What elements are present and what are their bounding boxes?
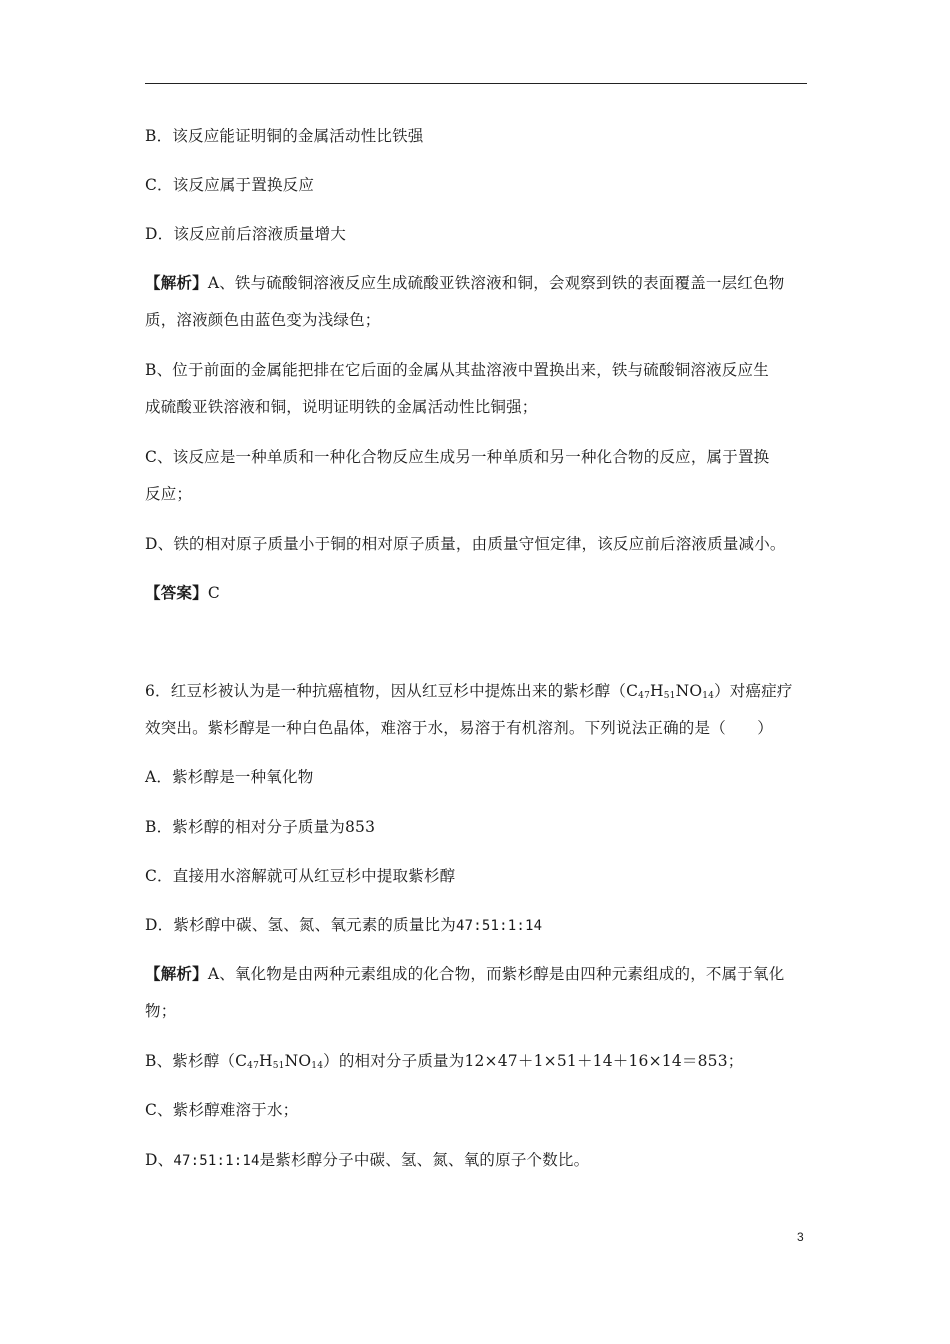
q6-stem-prefix: 6．红豆杉被认为是一种抗癌植物，因从红豆杉中提炼出来的紫杉醇（	[145, 682, 627, 700]
q5-analysis-c-line-1: C、该反应是一种单质和一种化合物反应生成另一种单质和另一种化合物的反应，属于置换	[145, 448, 770, 466]
q6-formula: $C_{47}H_{51}NO_{14}$	[626, 682, 715, 701]
page-number: 3	[797, 1230, 804, 1244]
q6-option-d: D．紫杉醇中碳、氢、氮、氧元素的质量比为47:51:1:14	[145, 916, 543, 934]
q5-analysis-a-line-1	[145, 273, 784, 293]
q6-stem-suffix: ）对癌症疗	[714, 682, 793, 700]
q5-answer-value: C	[207, 584, 220, 602]
q5-analysis-b-line-1: B、位于前面的金属能把排在它后面的金属从其盐溶液中置换出来，铁与硫酸铜溶液反应生	[145, 361, 769, 379]
q5-option-d: D．该反应前后溶液质量增大	[145, 225, 347, 243]
q5-answer	[145, 583, 220, 603]
q6-option-c: C．直接用水溶解就可从红豆杉中提取紫杉醇	[145, 867, 456, 885]
q6-analysis-b: B、紫杉醇$(C_{47}H_{51}NO_{14})$的相对分子质量为12×47＋1×51＋14＋16×14＝853；	[145, 1052, 744, 1071]
q5-analysis-a-text: A、铁与硫酸铜溶液反应生成硫酸亚铁溶液和铜，会观察到铁的表面覆盖一层红色物	[207, 274, 785, 292]
q5-analysis-tag: 【解析】	[145, 273, 208, 292]
q6-option-b: B．紫杉醇的相对分子质量为853	[145, 818, 376, 836]
q5-option-b: B．该反应能证明铜的金属活动性比铁强	[145, 127, 424, 145]
q5-analysis-a-line-2: 质，溶液颜色由蓝色变为浅绿色；	[145, 311, 381, 329]
q6-analysis-d: D、47:51:1:14是紫杉醇分子中碳、氢、氮、氧的原子个数比。	[145, 1151, 590, 1169]
q6-analysis-a-line-1	[145, 964, 784, 984]
q6-analysis-c: C、紫杉醇难溶于水；	[145, 1101, 299, 1119]
q6-analysis-formula: $C_{47}H_{51}NO_{14}$	[235, 1052, 324, 1071]
q5-analysis-c-line-2: 反应；	[145, 485, 193, 503]
q5-analysis-b-line-2: 成硫酸亚铁溶液和铜，说明证明铁的金属活动性比铜强；	[145, 398, 538, 416]
q6-option-a: A．紫杉醇是一种氧化物	[145, 768, 314, 786]
q6-analysis-tag: 【解析】	[145, 964, 208, 983]
q5-analysis-d: D、铁的相对原子质量小于铜的相对原子质量，由质量守恒定律，该反应前后溶液质量减小。	[145, 535, 786, 553]
q5-answer-tag: 【答案】	[145, 583, 208, 602]
q6-analysis-a-text: A、氧化物是由两种元素组成的化合物，而紫杉醇是由四种元素组成的，不属于氧化	[207, 965, 785, 983]
q6-stem-line-2: 效突出。紫杉醇是一种白色晶体，难溶于水，易溶于有机溶剂。下列说法正确的是（ ）	[145, 719, 774, 737]
header-rule	[145, 83, 807, 84]
q6-stem-line-1	[145, 681, 793, 701]
q5-option-c: C．该反应属于置换反应	[145, 176, 315, 194]
q6-analysis-a-line-2: 物；	[145, 1002, 177, 1020]
